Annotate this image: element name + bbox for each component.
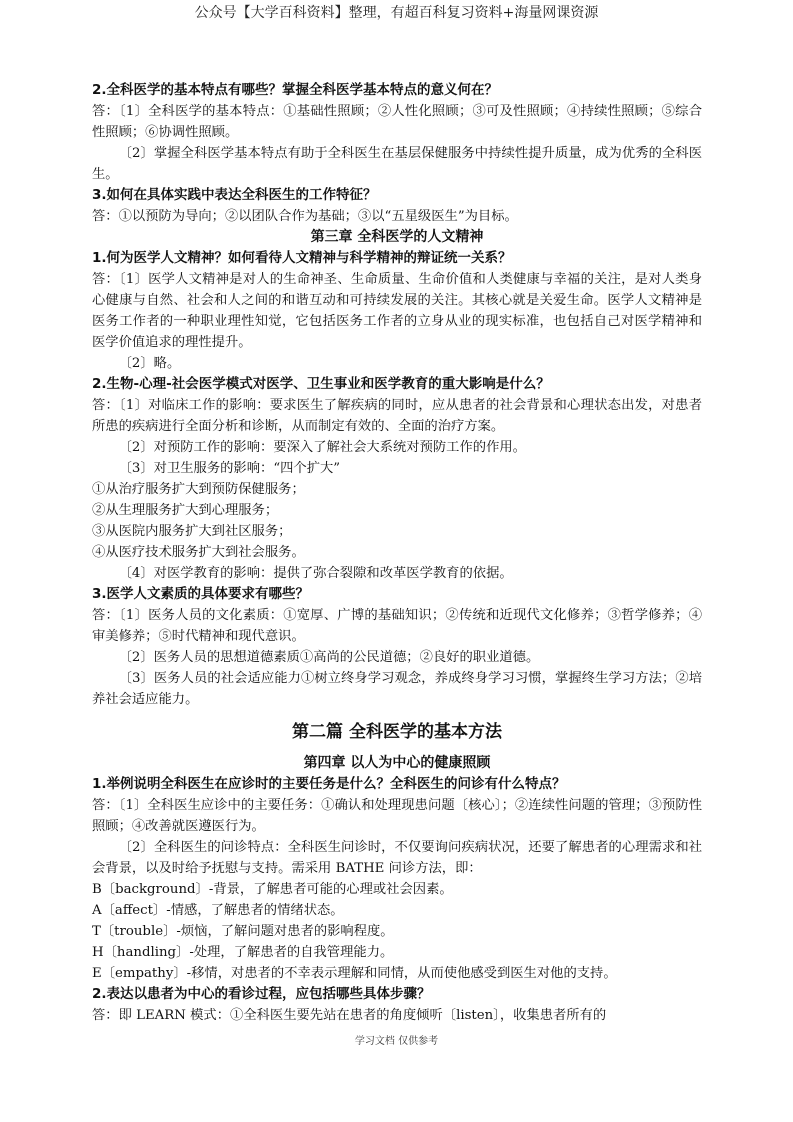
- list-item: ②从生理服务扩大到心理服务；: [92, 503, 279, 518]
- question-heading: 1.举例说明全科医生在应诊时的主要任务是什么？全科医生的问诊有什么特点？: [92, 776, 566, 792]
- question-heading: 2.表达以患者为中心的看诊过程，应包括哪些具体步骤？: [92, 986, 431, 1002]
- bathe-item: H〔handling〕-处理，了解患者的自我管理能力。: [92, 945, 394, 960]
- answer-paragraph: 〔2〕全科医生的问诊特点：全科医生问诊时，不仅要询问疾病状况，还要了解患者的心理需求和社会背景，以及时给予抚慰与支持。需采用 BATHE 问诊方法，即：: [92, 840, 702, 876]
- answer-paragraph: 〔3〕医务人员的社会适应能力①树立终身学习观念，养成终身学习习惯，掌握终生学习方法；②培养社会适应能力。: [92, 671, 702, 707]
- bathe-item: T〔trouble〕-烦恼，了解问题对患者的影响程度。: [92, 924, 394, 939]
- answer-paragraph: 〔2〕对预防工作的影响：要深入了解社会大系统对预防工作的作用。: [118, 440, 526, 455]
- answer-paragraph: 答：即 LEARN 模式：①全科医生要先站在患者的角度倾听〔listen〕，收集患者所有的: [92, 1008, 607, 1023]
- page-footer: 学习文档 仅供参考: [354, 1036, 439, 1047]
- answer-paragraph: 〔2〕略。: [118, 356, 181, 371]
- bathe-item: B〔background〕-背景，了解患者可能的心理或社会因素。: [92, 882, 453, 897]
- answer-paragraph: 〔4〕对医学教育的影响：提供了弥合裂隙和改革医学教育的依据。: [118, 566, 513, 581]
- chapter-title: 第三章 全科医学的人文精神: [310, 229, 484, 245]
- answer-paragraph: 答：①以预防为导向；②以团队合作为基础；③以“五星级医生”为目标。: [92, 209, 518, 224]
- part-title: 第二篇 全科医学的基本方法: [292, 722, 502, 742]
- question-heading: 3.医学人文素质的具体要求有哪些？: [92, 586, 310, 602]
- answer-paragraph: 〔2〕掌握全科医学基本特点有助于全科医生在基层保健服务中持续性提升质量，成为优秀的全科医生。: [92, 146, 702, 182]
- answer-paragraph: 答：〔1〕全科医学的基本特点：①基础性照顾；②人性化照顾；③可及性照顾；④持续性照顾；⑤综合性照顾；⑥协调性照顾。: [92, 104, 702, 140]
- list-item: ④从医疗技术服务扩大到社会服务。: [92, 545, 305, 560]
- answer-paragraph: 答：〔1〕医学人文精神是对人的生命神圣、生命质量、生命价值和人类健康与幸福的关注，是对人类身心健康与自然、社会和人之间的和谐互动和可持续发展的关注。其核心就是关爱生命。医学人文精神是医务工作者的一种职业理性知觉，它包括医务工作者的立身从业的现实标准，也包括自己对医学精神和医学价值追求的理性提升。: [92, 272, 702, 350]
- answer-paragraph: 答：〔1〕对临床工作的影响：要求医生了解疾病的同时，应从患者的社会背景和心理状态出发，对患者所患的疾病进行全面分析和诊断，从而制定有效的、全面的治疗方案。: [92, 398, 702, 434]
- answer-paragraph: 〔3〕对卫生服务的影响：“四个扩大”: [118, 461, 341, 476]
- document-body: [92, 80, 702, 1026]
- question-heading: 2.生物-心理-社会医学模式对医学、卫生事业和医学教育的重大影响是什么？: [92, 376, 550, 392]
- bathe-item: A〔affect〕-情感，了解患者的情绪状态。: [92, 903, 344, 918]
- question-heading: 3.如何在具体实践中表达全科医生的工作特征？: [92, 187, 377, 203]
- answer-paragraph: 答：〔1〕医务人员的文化素质：①宽厚、广博的基础知识；②传统和近现代文化修养；③哲学修养；④审美修养；⑤时代精神和现代意识。: [92, 608, 702, 644]
- list-item: ①从治疗服务扩大到预防保健服务；: [92, 482, 305, 497]
- list-item: ③从医院内服务扩大到社区服务；: [92, 524, 292, 539]
- chapter-title: 第四章 以人为中心的健康照顾: [303, 755, 491, 771]
- answer-paragraph: 答：〔1〕全科医生应诊中的主要任务：①确认和处理现患问题〔核心〕；②连续性问题的管理；③预防性照顾；④改善就医遵医行为。: [92, 798, 702, 834]
- question-heading: 1.何为医学人文精神？如何看待人文精神与科学精神的辩证统一关系？: [92, 250, 512, 266]
- answer-paragraph: 〔2〕医务人员的思想道德素质①高尚的公民道德；②良好的职业道德。: [118, 650, 540, 665]
- page-header: 公众号【大学百科资料】整理，有超百科复习资料+海量网课资源: [194, 5, 599, 21]
- bathe-item: E〔empathy〕-移情，对患者的不幸表示理解和同情，从而使他感受到医生对他的支持。: [92, 966, 617, 981]
- question-heading: 2.全科医学的基本特点有哪些？掌握全科医学基本特点的意义何在？: [92, 82, 499, 98]
